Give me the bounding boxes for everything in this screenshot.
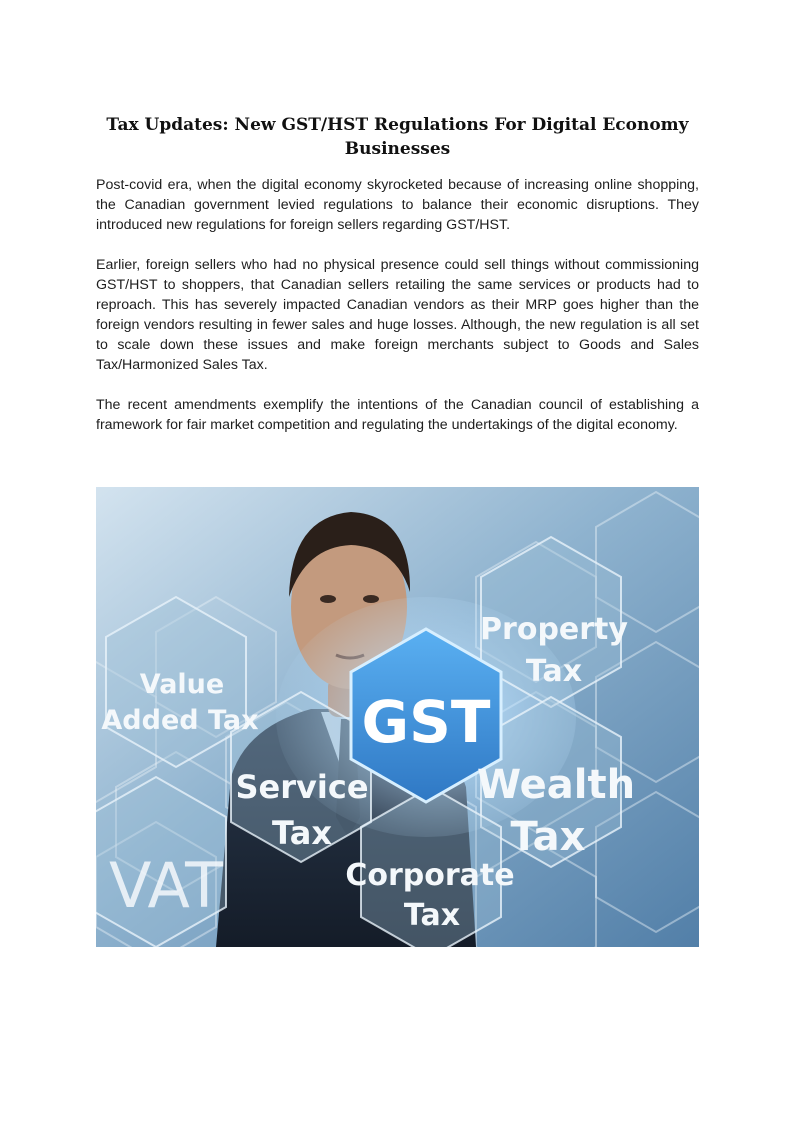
tax-illustration-image [96, 487, 699, 947]
wealth-label-line2: Tax [510, 814, 586, 860]
corporate-label-line1: Corporate [345, 858, 515, 893]
value-label-line2: Added Tax [101, 705, 259, 736]
property-label-line1: Property [480, 612, 628, 647]
right-eye [363, 595, 379, 603]
service-label-line1: Service [235, 768, 369, 806]
tax-illustration-svg [96, 487, 699, 947]
gst-label: GST [361, 688, 491, 756]
property-label-line2: Tax [525, 654, 583, 689]
service-label-line2: Tax [272, 814, 332, 852]
paragraph-2: Earlier, foreign sellers who had no physical presence could sell things without commissioning GST/HST to shoppers, that Canadian sellers retailing the same services or products had to reproach. This has severely impacted Canadian vendors as their MRP goes higher than the foreign vendors resulting in fewer sales and huge losses. Although, the new regulation is all set to scale down these issues and make foreign merchants subject to Goods and Sales Tax/Harmonized Sales Tax. [96, 257, 699, 373]
value-label-line1: Value [139, 669, 225, 700]
left-eye [320, 595, 336, 603]
wealth-label-line1: Wealth [476, 762, 636, 808]
corporate-label-line2: Tax [403, 898, 461, 933]
document-page [96, 113, 699, 455]
paragraph-1: Post-covid era, when the digital economy skyrocketed because of increasing online shopping, the Canadian government levied regulations to balance their economic disruptions. They introduced new regulations for foreign sellers regarding GST/HST. [96, 177, 699, 233]
vat-label: VAT [109, 849, 223, 922]
paragraph-3: The recent amendments exemplify the intentions of the Canadian council of establishing a framework for fair market competition and regulating the undertakings of the digital economy. [96, 397, 699, 433]
document-title: Tax Updates: New GST/HST Regulations For Digital Economy Businesses [106, 115, 689, 159]
